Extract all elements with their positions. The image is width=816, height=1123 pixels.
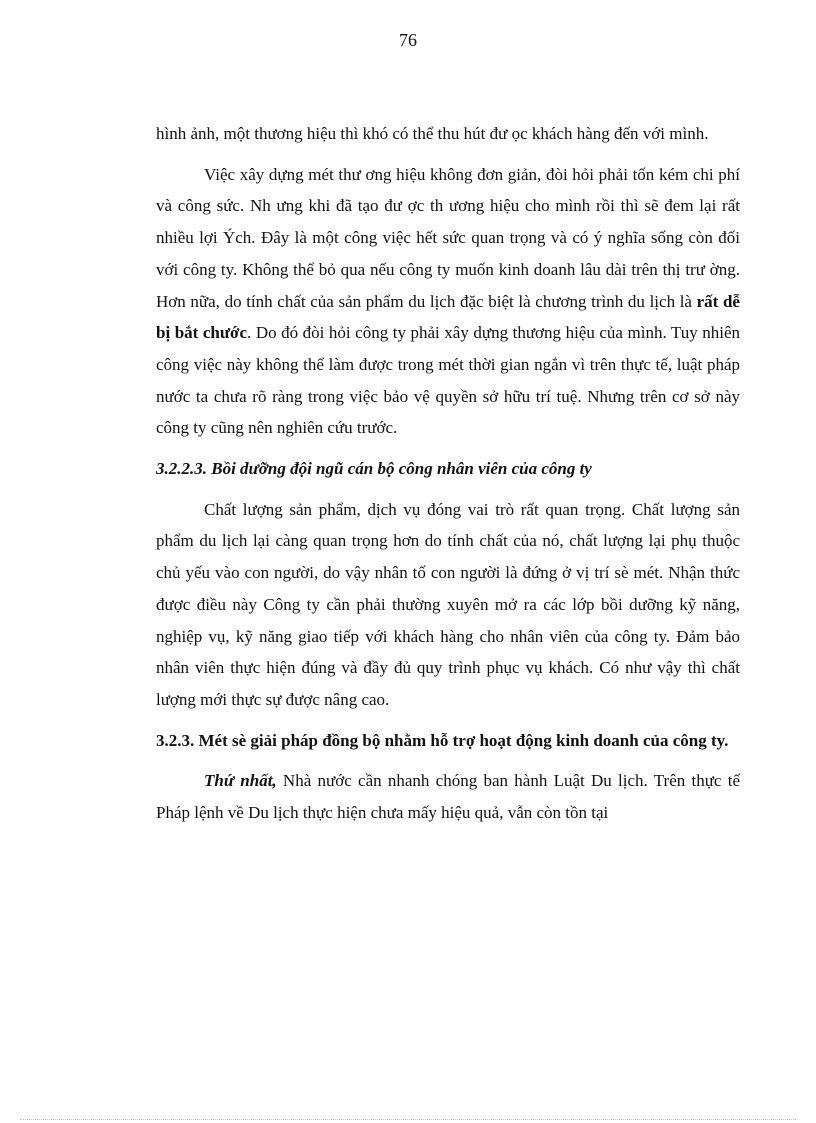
section-heading-3-2-3: 3.2.3. Mét sè giải pháp đồng bộ nhằm hỗ trợ hoạt động kinh doanh của công ty. <box>156 730 729 750</box>
emphasis-text: rất dễ bị bắt chước <box>156 291 740 343</box>
paragraph-staff-training: Chất lượng sản phẩm, dịch vụ đóng vai trò rất quan trọng. Chất lượng sản phẩm du lịch lại càng quan trọng hơn do tính chất của nó, chất lượng lại phụ thuộc chủ yếu vào con người, do vậy nhân tố con người là đứng ở vị trí sè mét. Nhận thức được điều này Công ty cần phải thường xuyên mở ra các lớp bồi dưỡng kỹ năng, nghiệp vụ, kỹ năng giao tiếp với khách hàng cho nhân viên của công ty. Đảm bảo nhân viên thực hiện đúng và đầy đủ quy trình phục vụ khách. Có như vậy thì chất lượng mới thực sự được nâng cao. <box>156 499 740 709</box>
section-heading-3-2-2-3: 3.2.2.3. Bồi dưỡng đội ngũ cán bộ công nhân viên của công ty <box>156 459 592 479</box>
page-number: 76 <box>399 30 417 50</box>
paragraph-text: Việc xây dựng mét thư ơng hiệu không đơn giản, đòi hỏi phải tốn kém chi phí và công sức. Nh ưng khi đã tạo đư ợc th ương hiệu cho mình rồi thì sẽ đem lại rất nhiều lợi Ých. Đây là một công việc hết sức quan trọng và có ý nghĩa sống còn đối với công ty. Không thể bỏ qua nếu công ty muốn kinh doanh lâu dài trên thị trư ờng. Hơn nữa, do tính chất của sản phẩm du lịch đặc biệt là chương trình du lịch là <box>156 164 740 311</box>
page-bottom-divider <box>20 1119 796 1120</box>
paragraph-text: Nhà nước cần nhanh chóng ban hành Luật Du lịch. Trên thực tế Pháp lệnh về Du lịch thực hiện chưa mấy hiệu quả, vẫn còn tồn tại <box>156 771 741 823</box>
lead-in-text: Thứ nhất, <box>204 771 277 791</box>
paragraph-text: . Do đó đòi hỏi công ty phải xây dựng thương hiệu của mình. Tuy nhiên công việc này không thể làm được trong mét thời gian ngắn vì trên thực tế, luật pháp nước ta chưa rõ ràng trong việc bảo vệ quyền sở hữu trí tuệ. Nhưng trên cơ sở này công ty cũng nên nghiên cứu trước. <box>156 323 740 438</box>
paragraph-first-solution <box>156 765 740 828</box>
paragraph-brand-building <box>156 159 740 444</box>
document-body <box>156 118 740 838</box>
paragraph-continuation: hình ảnh, một thương hiệu thì khó có thể thu hút đư ọc khách hàng đến với mình. <box>156 124 709 143</box>
